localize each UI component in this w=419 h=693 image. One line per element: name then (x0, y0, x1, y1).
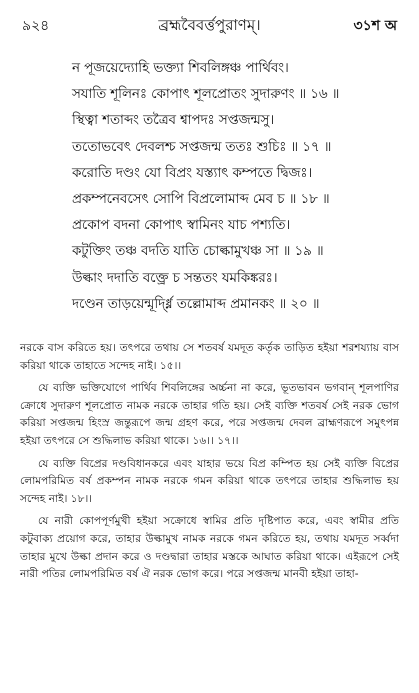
running-header (20, 14, 399, 42)
chapter-label: ৩১শ অ (353, 18, 397, 34)
verse-line: ন পূজয়েদ্যোহি ভক্ত্যা শিবলিঙ্গঞ্চ পার্থিবং। (72, 61, 289, 76)
verse-line: প্রকোপ বদনা কোপাৎ স্বামিনং যাচ পশ্যতি। (72, 218, 291, 234)
verse-line: স্থিত্বা শতাব্দং তত্রৈব শ্বাপদঃ সপ্তজন্মসু। (72, 113, 275, 129)
verse-line: সযাতি শূলিনঃ কোপাৎ শূলপ্রোতং সুদারুণং ॥ ১৬ ॥ (72, 87, 340, 103)
verse-line: কটুক্তিং তঞ্চ বদতি যাতি চোল্কামুখঞ্চ সা ॥ ১৯ ॥ (72, 244, 324, 260)
page-title: ব্রহ্মবৈবর্ত্তপুরাণম্। (158, 16, 261, 34)
bengali-commentary (20, 340, 399, 584)
verse-line: করোতি দণ্ডং যো বিপ্রং যস্ত্যাৎ কম্পতে দ্বিজঃ। (72, 165, 313, 181)
verse-line: উল্কাং দদাতি বক্ত্রে চ সন্ততং যমকিঙ্করঃ। (72, 270, 278, 286)
verse-line: দণ্ডেন তাড়য়েন্মূর্দ্ধ্নি তল্লোমাব্দ প্রমানকং ॥ ২০ ॥ (72, 296, 320, 312)
verse-line: ততোভবেৎ দেবলশ্চ সপ্তজন্ম ততঃ শুচিঃ ॥ ১৭ ॥ (72, 139, 332, 155)
sanskrit-verses (72, 56, 399, 318)
verse-line: প্রকম্পনেবসেৎ সোপি বিপ্রলোমাব্দ মেব চ ॥ ১৮ ॥ (72, 192, 330, 208)
commentary-paragraph: নরকে বাস করিতে হয়। তৎপরে তথায় সে শতবর্ষ যমদূত কর্তৃক তাড়িত হইয়া শরশয্যায় বাস করিয়া থাকে তাহাতে সন্দেহ নাই। ১৫।। (20, 342, 399, 372)
commentary-paragraph: যে ব্যক্তি বিপ্রের দণ্ডবিধানকরে এবং যাহার ভয়ে বিপ্র কম্পিত হয় সেই ব্যক্তি বিপ্রের লোমপরিমিত বর্ষ প্রকম্পন নামক নরকে গমন করিয়া থাকে তৎপরে তাহার শুদ্ধিলাভ হয় সন্দেহ নাই। ১৮।। (20, 457, 399, 505)
commentary-paragraph: যে ব্যক্তি ভক্তিযোগে পার্থিব শিবলিঙ্গের অর্চ্চনা না করে, ভূতভাবন ভগবান্ শূলপাণির ক্রোধে সুদারুণ শূলপ্রোত নামক নরকে তাহার গতি হয়। সেই ব্যক্তি শতবর্ষ সেই নরক ভোগ করিয়া সপ্তজন্ম হিংস্র জন্তুরূপে জন্ম গ্রহণ করে, পরে সপ্তজন্ম দেবল ব্রাহ্মণরূপে সমুৎপন্ন হইয়া তৎপরে সে শুদ্ধিলাভ করিয়া থাকে। ১৬।। ১৭।। (20, 382, 399, 447)
page-number: ৯২৪ (22, 18, 50, 34)
commentary-paragraph: যে নারী কোপপূর্ণমুখী হইয়া সক্রোধে স্বামির প্রতি দৃষ্টিপাত করে, এবং স্বামীর প্রতি কটুবাক্য প্রয়োগ করে, তাহার উল্কামুখ নামক নরকে গমন করিতে হয়, তথায় যমদূত সর্ব্বদা তাহার মুখে উল্কা প্রদান করে ও দণ্ডদ্বারা তাহার মস্তকে আঘাত করিয়া থাকে। এইরূপে সেই নারী পতির লোমপরিমিত বর্ষ ঐ নরক ভোগ করে। পরে সপ্তজন্ম মানবী হইয়া তাহা- (20, 515, 399, 581)
